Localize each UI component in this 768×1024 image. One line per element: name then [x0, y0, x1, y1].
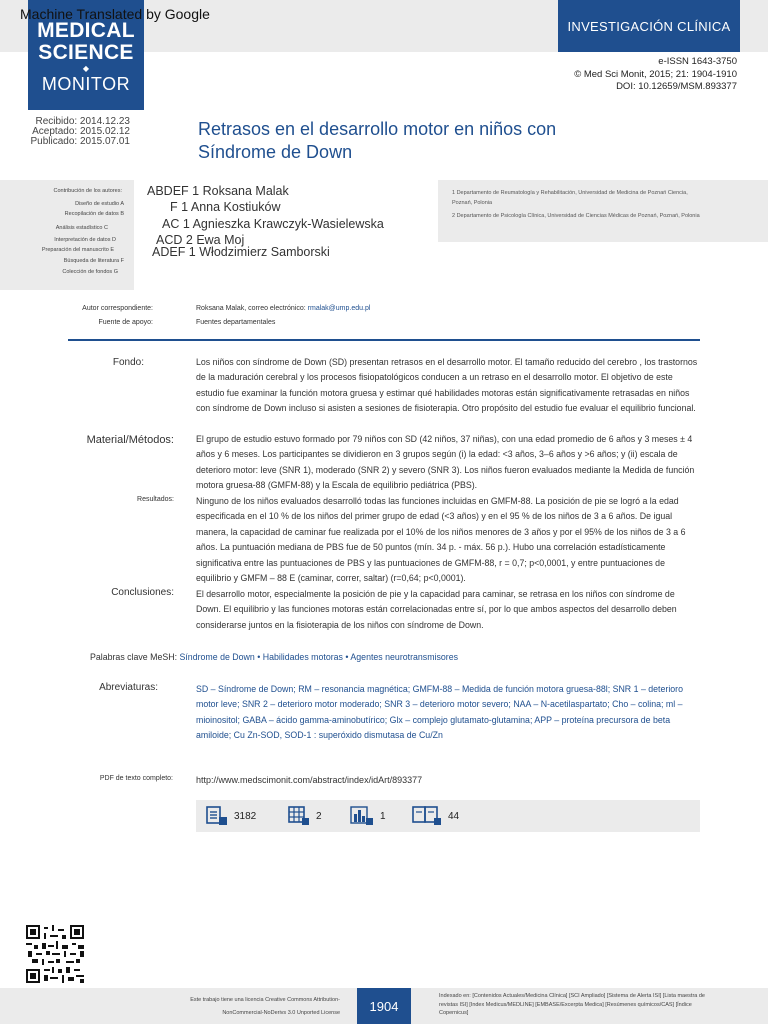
- journal-citation: [574, 56, 737, 94]
- logo-diamond-icon: ◆: [82, 64, 90, 73]
- article-stats: [196, 800, 700, 832]
- background-text: Los niños con síndrome de Down (SD) presentan retrasos en el desarrollo motor. El tamaño reducido del cerebro , los trastornos de la maduración cerebral y los procesos fisiopatológicos conducen a un retraso en el desarrollo motor. El objetivo de este estudio fue examinar la función motora gruesa y estimar qué habilidades motoras están significativamente retrasadas en niños con síndrome de Down incluso si asisten a sesiones de fisioterapia. Otro propósito del estudio fue evaluar el equilibrio funcional.: [196, 357, 698, 414]
- contrib-item: Interpretación de datos D: [54, 237, 116, 243]
- indexing-text: Indexado en: [Contenidos Actuales/Medicina Clínica] [SCI Ampliado] [Sistema de Alerta ISI] [Lista maestra de revistas ISI] [Index Medicus/MEDLINE] [EMBASE/Excerpta Medica] [Resúmenes químicos/CAS] [Índice Copernicus]: [439, 993, 705, 1016]
- funding-value: Fuentes departamentales: [196, 319, 276, 326]
- date-received: Recibido: 2014.12.23: [35, 116, 130, 127]
- stat-figures: [350, 806, 386, 826]
- correspondence-value: Roksana Malak, correo electrónico: rmalak@ump.edu.pl: [196, 305, 371, 312]
- page-number: 1904: [357, 988, 411, 1024]
- stat-figures-value: 1: [380, 810, 386, 822]
- contrib-item: Búsqueda de literatura F: [63, 258, 124, 264]
- stat-tables-value: 2: [316, 810, 322, 822]
- conclusions-label: Conclusiones:: [111, 587, 174, 598]
- keywords-label: Palabras clave MeSH:: [90, 652, 180, 662]
- author-contributions: [0, 180, 134, 290]
- section-divider: [68, 339, 700, 341]
- qr-code[interactable]: [26, 925, 84, 983]
- stat-references: [412, 806, 459, 826]
- email-link[interactable]: rmalak@ump.edu.pl: [307, 305, 371, 312]
- contrib-item: Recopilación de datos B: [64, 211, 124, 217]
- date-accepted: Aceptado: 2015.02.12: [32, 126, 130, 137]
- affiliation: 2 Departamento de Psicología Clínica, Universidad de Ciencias Médicas de Poznań, Poznań, Polonia: [452, 213, 700, 219]
- stat-words-value: 3182: [234, 810, 257, 822]
- stat-words: [206, 806, 256, 826]
- word-count-icon: [206, 806, 228, 826]
- logo-line2: SCIENCE: [38, 41, 134, 64]
- machine-translation-watermark: Machine Translated by Google: [20, 6, 210, 22]
- affiliation: 1 Departamento de Reumatología y Rehabilitación, Universidad de Medicina de Poznań Ciencia, Poznań, Polonia: [452, 190, 688, 206]
- license-text: Este trabajo tiene una licencia Creative Commons Attribution- NonCommercial-NoDerivs 3.0 Unported License: [190, 997, 340, 1016]
- article-title: Retrasos en el desarrollo motor en niños con Síndrome de Down: [198, 119, 557, 162]
- logo-line3: MONITOR: [41, 74, 131, 94]
- conclusions-text: El desarrollo motor, especialmente la posición de pie y la capacidad para caminar, se retrasa en los niños con síndrome de Down. El equilibrio y las funciones motoras están correlacionadas entre sí, por lo que ambos aspectos del desarrollo deben considerarse juntos en la fisioterapia de los niños con síndrome de Down.: [196, 589, 677, 630]
- keywords: [90, 652, 458, 662]
- author: ADEF 1 Włodzimierz Samborski: [152, 245, 330, 259]
- funding-label: Fuente de apoyo:: [98, 319, 153, 326]
- abbreviations-text: SD – Síndrome de Down; RM – resonancia magnética; GMFM-88 – Medida de función motora gruesa-88l; SNR 1 – deterioro motor leve; SNR 2 – deterioro motor moderado; SNR 3 – deterioro motor severo; NAA – N-acetilaspartato; Cho – colina; ml – mioinositol; GABA – ácido gamma-aminobutírico; Glx – complejo glutamato-glutamina; APP – proteína precursora de beta amiloide; Cu Zn-SOD, SOD-1 : superóxido dismutasa de Cu/Zn: [196, 684, 683, 741]
- author: F 1 Anna Kostiuków: [170, 200, 281, 214]
- contrib-item: Colección de fondos G: [62, 269, 118, 275]
- methods-label: Material/Métodos:: [86, 434, 174, 446]
- correspondence-label: Autor correspondiente:: [82, 305, 153, 312]
- methods-text: El grupo de estudio estuvo formado por 79 niños con SD (42 niños, 37 niñas), con una edad promedio de 6 años y 3 meses ± 4 años y 6 meses. Los participantes se dividieron en 3 grupos según (i) la edad: <3 años, 3–6 años y >6 años; y (ii) escala de deterioro motor: leve (SNR 1), moderado (SNR 2) y severo (SNR 3). Los niños fueron evaluados mediante la Medida de función motora gruesa-88 (GMFM-88) y la Escala de equilibrio pediátrica (PBS).: [196, 434, 695, 491]
- author: AC 1 Agnieszka Krawczyk-Wasielewska: [162, 217, 384, 231]
- author: ABDEF 1 Roksana Malak: [147, 184, 289, 198]
- contrib-heading: Contribución de los autores:: [53, 188, 122, 194]
- contrib-item: Diseño de estudio A: [75, 201, 124, 207]
- contrib-item: Análisis estadístico C: [55, 225, 108, 231]
- stat-references-value: 44: [448, 810, 460, 822]
- keywords-value[interactable]: Síndrome de Down • Habilidades motoras • Agentes neurotransmisores: [179, 652, 458, 662]
- citation: © Med Sci Monit, 2015; 21: 1904-1910: [574, 68, 737, 80]
- logo-line1: MEDICAL: [37, 19, 135, 42]
- contrib-item: Preparación del manuscrito E: [41, 247, 114, 253]
- fulltext-url[interactable]: http://www.medscimonit.com/abstract/index/idArt/893377: [196, 775, 423, 785]
- figure-count-icon: [350, 806, 374, 826]
- fulltext-label: PDF de texto completo:: [99, 775, 173, 782]
- abbreviations-label: Abreviaturas:: [99, 682, 158, 693]
- table-count-icon: [288, 806, 310, 826]
- background-label: Fondo:: [112, 357, 144, 368]
- issn: e-ISSN 1643-3750: [658, 56, 737, 67]
- date-published: Publicado: 2015.07.01: [30, 136, 130, 147]
- reference-count-icon: [412, 806, 442, 826]
- article-dates: [30, 117, 130, 147]
- author: ACD 2 Ewa Moj: [156, 233, 245, 247]
- affiliations: [438, 180, 768, 242]
- doi: DOI: 10.12659/MSM.893377: [616, 81, 737, 92]
- stat-tables: [288, 806, 322, 826]
- results-label: Resultados:: [137, 496, 174, 503]
- section-label: INVESTIGACIÓN CLÍNICA: [558, 0, 740, 52]
- results-text: Ninguno de los niños evaluados desarrolló todas las funciones incluidas en GMFM-88. La posición de pie se logró a la edad especificada en el 10 % de los niños del primer grupo de edad (<3 años) y en el 95 % de los niños de 3 a 6 años. De igual manera, la capacidad de caminar fue realizada por el 10% de los niños menores de 3 años y por el 95% de los niños de 3 a 6 años. La puntuación mediana de PBS fue de 50 puntos (mín. 34 p. - máx. 56 p.). Hubo una correlación estadísticamente significativa entre las puntuaciones de PBS y las puntuaciones de GMFM-88, r = 0,7; p<0,0001, y entre puntuaciones de equilibrio y GMFM – 88 E (caminar, correr, saltar) (r=0,64; p<0,0001).: [196, 496, 686, 584]
